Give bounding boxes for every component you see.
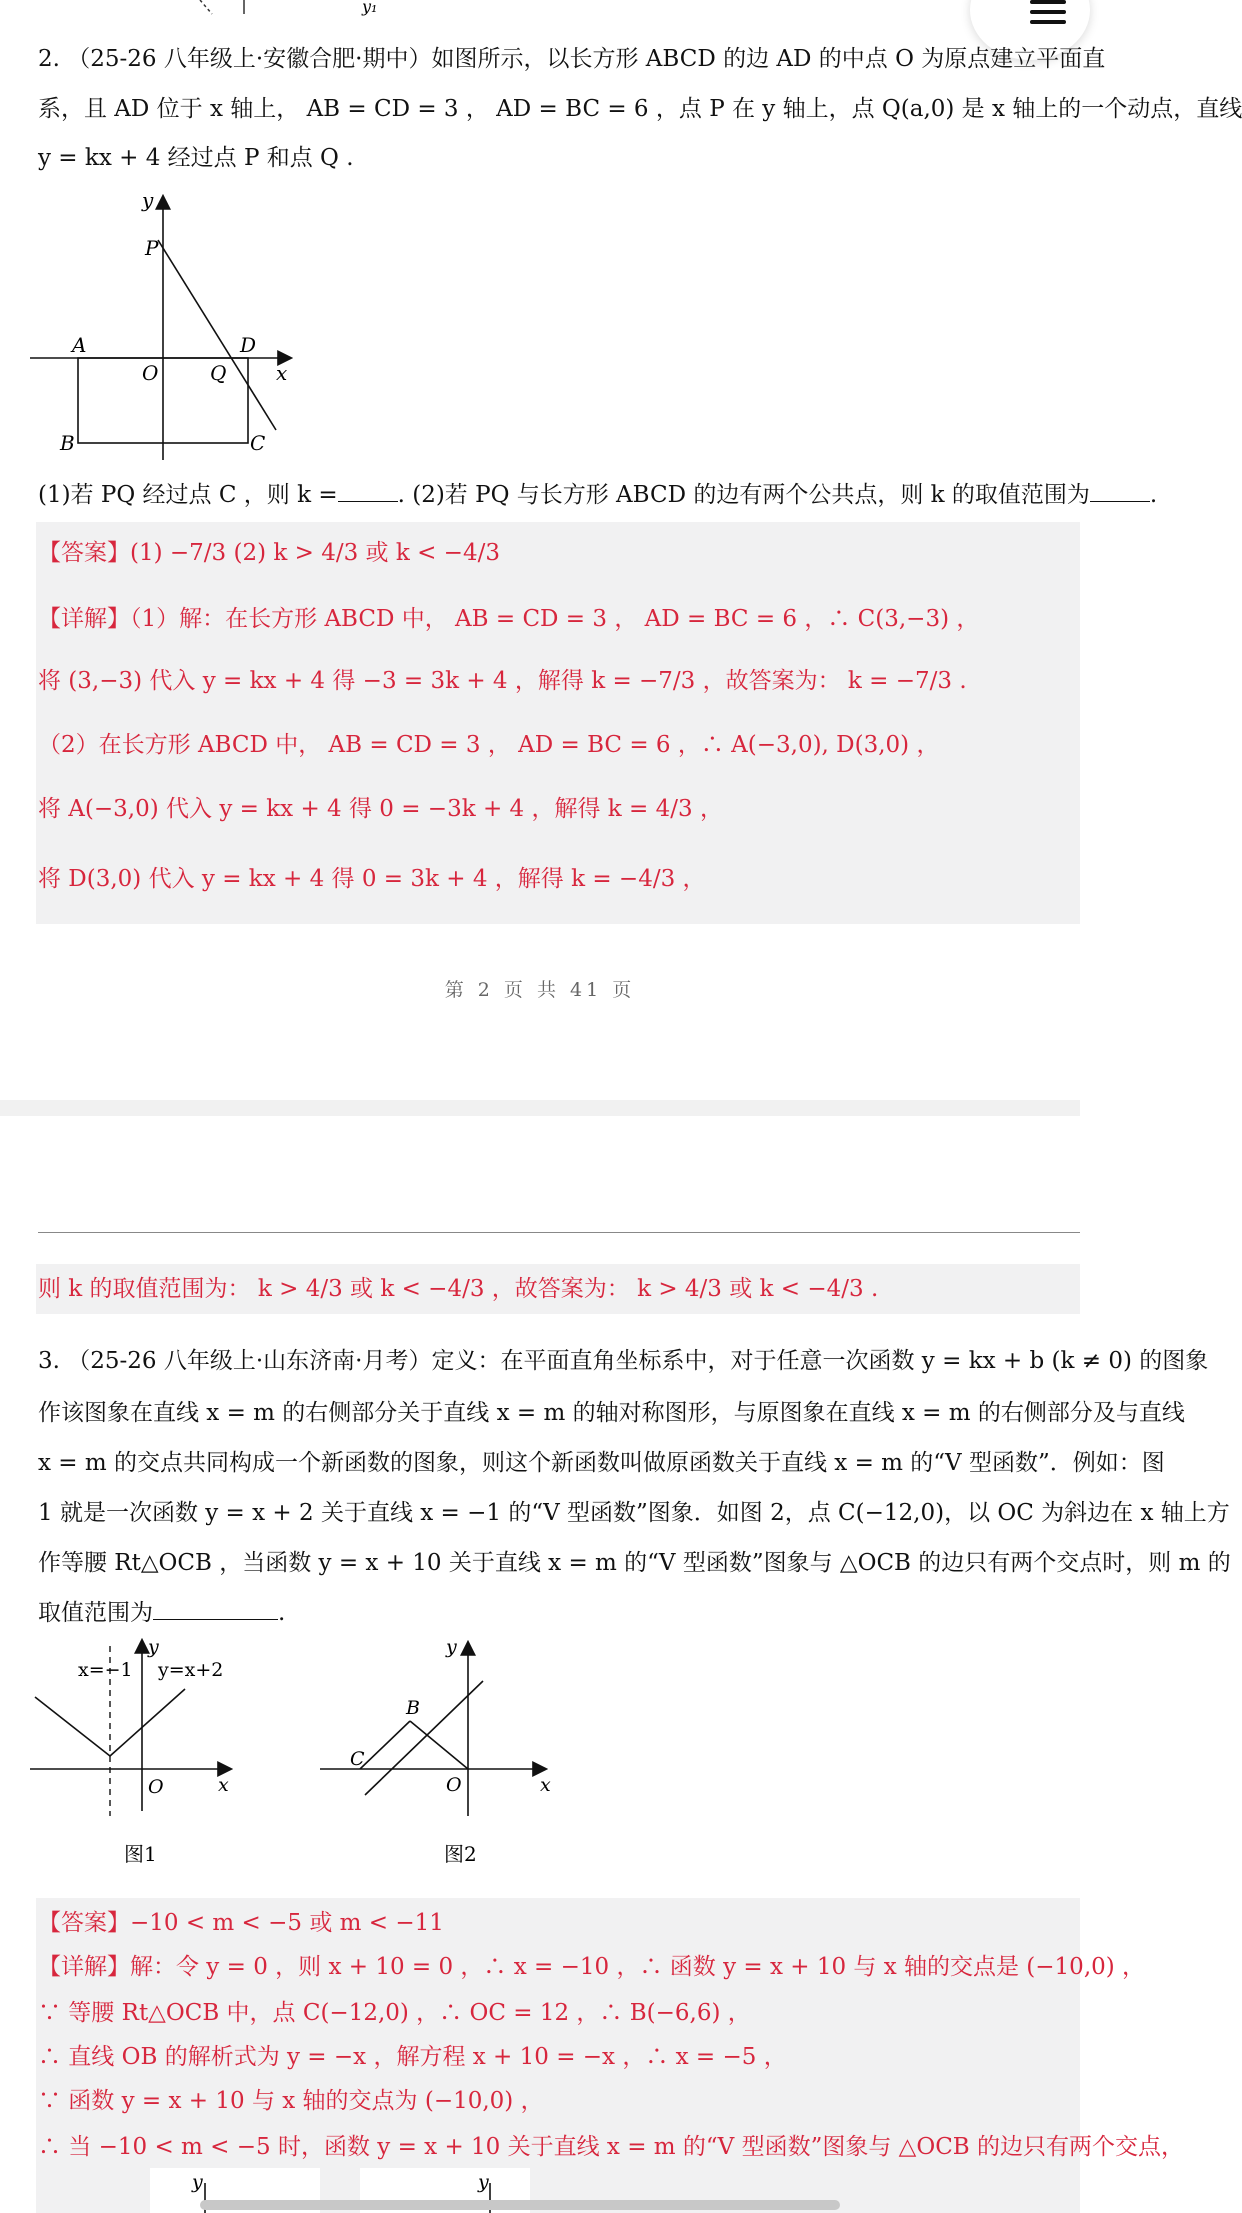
carry-line: 则 k 的取值范围为： k > 4/3 或 k < −4/3 ，故答案为： k > 4/3 或 k < −4/3 . [38,1276,879,1302]
label-o: O [142,361,159,385]
q3-last: 取值范围为 [38,1600,153,1626]
line-pq [158,240,276,430]
label-y: y [142,188,154,212]
header-rule [38,1232,1080,1233]
label-p: P [145,236,159,260]
q3-figure-2 [320,1631,560,1881]
fig2-x: x [540,1774,551,1796]
q2-question-b: . (2)若 PQ 与长方形 ABCD 的边有两个公共点，则 k 的取值范围为 [397,482,1090,508]
detail-tag: 【详解】 [38,606,130,632]
q3-detail-4: ∵ 函数 y = x + 10 与 x 轴的交点为 (−10,0) ， [38,2088,544,2114]
q2-question-a: (1)若 PQ 经过点 C ，则 k = [38,482,338,508]
q3-answer-text: −10 < m < −5 或 m < −11 [130,1910,444,1936]
fig1-yeq: y=x+2 [158,1659,224,1681]
q3-last-end: . [278,1600,286,1626]
fig2-o: O [446,1774,462,1796]
fig1-o: O [148,1776,164,1798]
page-number: 第 2 页 共 41 页 [444,979,636,1001]
q2-detail-3: （2）在长方形 ABCD 中， AB = CD = 3 ， AD = BC = 6 ，∴ A(−3,0), D(3,0) ， [38,732,940,758]
answer-blank-2 [1090,481,1150,502]
answer-blank-1 [338,481,398,502]
menu-icon[interactable] [1030,0,1066,24]
fig2-b: B [406,1697,420,1719]
label-a: A [72,333,87,357]
fig1-x: x [218,1774,229,1796]
label-q: Q [210,361,227,385]
detail-line: （1）解：在长方形 ABCD 中， AB = CD = 3 ， AD = BC = 6 ，∴ C(3,−3) ， [130,606,980,632]
label-c: C [250,431,266,455]
y1-label: y₁ [362,0,378,16]
fig1-caption: 图1 [124,1842,157,1866]
fig1-y: y [148,1636,159,1658]
answer-text: (1) −7/3 (2) k > 4/3 或 k < −4/3 [130,540,500,566]
q2-detail-4: 将 A(−3,0) 代入 y = kx + 4 得 0 = −3k + 4 ，解得 k = 4/3 ， [38,796,723,822]
fig2-y: y [446,1636,457,1658]
fig2-caption: 图2 [444,1842,477,1866]
q3-line-5: 作等腰 Rt△OCB ，当函数 y = x + 10 关于直线 x = m 的“V 型函数”图象与 △OCB 的边只有两个交点时，则 m 的 [38,1550,1231,1576]
horizontal-scrollbar[interactable] [200,2200,840,2210]
q3-figure-1 [30,1631,250,1881]
q3-detail-line: 解：令 y = 0 ，则 x + 10 = 0 ，∴ x = −10 ，∴ 函数 y = x + 10 与 x 轴的交点是 (−10,0) ， [130,1954,1146,1980]
q2-figure [30,185,300,465]
label-b: B [60,431,75,455]
label-x: x [276,361,288,385]
q3-detail-5: ∴ 当 −10 < m < −5 时，函数 y = x + 10 关于直线 x = m 的“V 型函数”图象与 △OCB 的边只有两个交点， [38,2134,1185,2160]
q3-line-4: 1 就是一次函数 y = x + 2 关于直线 x = −1 的“V 型函数”图象．如图 2，点 C(−12,0)，以 OC 为斜边在 x 轴上方 [38,1500,1230,1526]
page-gap [0,1100,1080,1116]
document-page-2 [0,1116,1231,2213]
answer-tag: 【答案】 [38,540,130,566]
q3-line-2: 作该图象在直线 x = m 的右侧部分关于直线 x = m 的轴对称图形，与原图象在直线 x = m 的右侧部分及与直线 [38,1400,1185,1426]
q2-answer [38,536,500,570]
answer-blank-3 [153,1599,278,1620]
q3-detail-3: ∴ 直线 OB 的解析式为 y = −x ，解方程 x + 10 = −x ，∴ x = −5 ， [38,2044,787,2070]
q3-answer [38,1906,444,1940]
q2-line-2: 系，且 AD 位于 x 轴上， AB = CD = 3 ， AD = BC = 6 ，点 P 在 y 轴上，点 Q(a,0) 是 x 轴上的一个动点，直线 [38,96,1242,122]
q3-detail-2: ∵ 等腰 Rt△OCB 中，点 C(−12,0) ，∴ OC = 12 ，∴ B(−6,6) ， [38,2000,751,2026]
label-d: D [240,333,257,357]
q2-detail-5: 将 D(3,0) 代入 y = kx + 4 得 0 = 3k + 4 ，解得 k = −4/3 ， [38,866,706,892]
bottom-y-right: y [478,2171,489,2193]
fig1-xeq: x=−1 [78,1659,133,1681]
q3-line-6 [38,1596,285,1630]
q2-line-1: 2. （25-26 八年级上·安徽合肥·期中）如图所示，以长方形 ABCD 的边 AD 的中点 O 为原点建立平面直 [38,46,1106,72]
q2-detail-2: 将 (3,−3) 代入 y = kx + 4 得 −3 = 3k + 4 ，解得 k = −7/3 ，故答案为： k = −7/3 . [38,668,967,694]
q2-question [38,478,1157,512]
q3-detail-1 [38,1950,1145,1984]
q2-detail-1 [38,602,979,636]
q3-answer-tag: 【答案】 [38,1910,130,1936]
previous-figure-fragment [0,0,1080,20]
q3-detail-tag: 【详解】 [38,1954,130,1980]
document-page-1 [0,0,1242,1100]
q2-line-3: y = kx + 4 经过点 P 和点 Q . [38,145,354,171]
q3-line-3: x = m 的交点共同构成一个新函数的图象，则这个新函数叫做原函数关于直线 x = m 的“V 型函数”．例如：图 [38,1450,1165,1476]
bottom-y-left: y [192,2171,203,2193]
q2-question-end: . [1149,482,1158,508]
fig2-c: C [350,1748,365,1770]
q3-line-1: 3. （25-26 八年级上·山东济南·月考）定义：在平面直角坐标系中，对于任意一次函数 y = kx + b (k ≠ 0) 的图象 [38,1348,1209,1374]
